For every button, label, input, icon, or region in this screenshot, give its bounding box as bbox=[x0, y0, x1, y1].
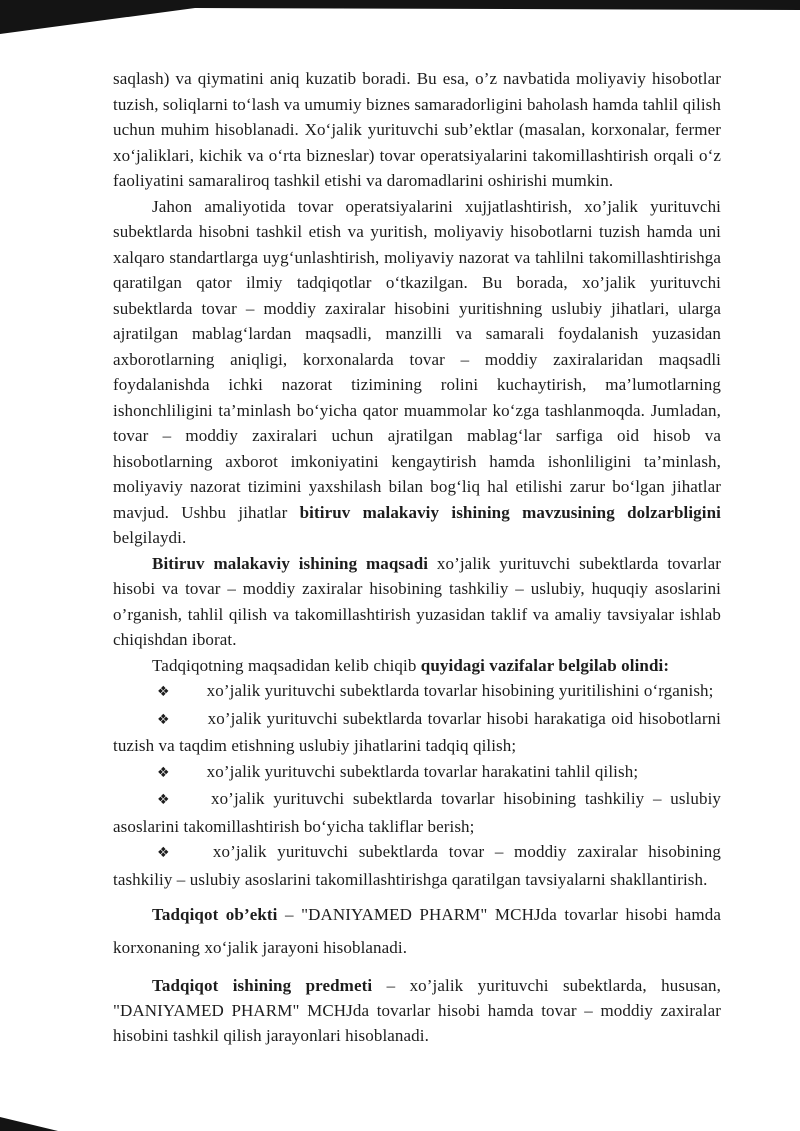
text-run: saqlash) va qiymatini aniq kuzatib boradi. Bu esa, o’z navbatida moliyaviy hisobotlar tuzish, soliqlarni toʻlash va umumiy biznes samaradorligini baholash hamda tahlil qilish uchun muhim hisoblanadi. Xoʻjalik yurituvchi sub’ektlar (masalan, korxonalar, fermer xoʻjaliklari, kichik va oʻrta bizneslar) tovar operatsiyalarini takomillashtirish orqali oʻz faoliyatini samaraliroq tashkil etishi va daromadlarini oshirishi mumkin. bbox=[113, 69, 721, 190]
list-item bbox=[113, 706, 721, 759]
paragraph bbox=[113, 194, 721, 551]
text-run: Tadqiqotning maqsadidan kelib chiqib bbox=[152, 655, 421, 675]
list-item bbox=[113, 839, 721, 892]
paragraph bbox=[113, 898, 721, 964]
text-run: belgilaydi. bbox=[113, 528, 187, 547]
bold-text-run: quyidagi vazifalar belgilab olindi: bbox=[420, 655, 670, 675]
bullet-diamond-icon: ❖ bbox=[157, 711, 171, 728]
bold-text-run: Bitiruv malakaviy ishining maqsadi bbox=[152, 553, 429, 573]
text-run: xo’jalik yurituvchi subektlarda tovarlar hisobi harakatiga oid hisobotlarni tuzish va taqdim etishning uslubiy jihatlarini tadqiq qilish; bbox=[113, 708, 721, 755]
text-run: – "DANIYAMED PHARM" MCHJda tovarlar hisobi hamda korxonaning xoʻjalik jarayoni hisoblanadi. bbox=[113, 905, 721, 957]
paragraph bbox=[113, 551, 721, 653]
bullet-diamond-icon: ❖ bbox=[157, 684, 170, 700]
paragraph bbox=[113, 973, 721, 1048]
text-run: – xo’jalik yurituvchi subektlarda, hususan, "DANIYAMED PHARM" MCHJda tovarlar hisobi hamda tovar – moddiy zaxiralar hisobini tashkil qilish jarayonlari hisoblanadi. bbox=[113, 976, 721, 1045]
bold-text-run: Tadqiqot ishining predmeti bbox=[152, 976, 373, 995]
paragraph bbox=[113, 66, 721, 194]
bullet-diamond-icon: ❖ bbox=[157, 845, 176, 861]
text-block bbox=[113, 66, 721, 1048]
text-run: xo’jalik yurituvchi subektlarda tovarlar hisobining yuritilishini oʻrganish; bbox=[206, 681, 714, 700]
text-run: xo’jalik yurituvchi subektlarda tovarlar hisobi va tovar – moddiy zaxiralar hisobining tashkiliy – uslubiy, huquqiy asoslarini o’rganish, tahlil qilish va takomillashtirish yuzasidan taklif va amaliy tavsiyalar ishlab chiqishdan iborat. bbox=[113, 553, 721, 649]
bold-text-run: bitiruv malakaviy ishining mavzusining dolzarbligini bbox=[299, 502, 721, 522]
text-run: xo’jalik yurituvchi subektlarda tovar – moddiy zaxiralar hisobining tashkiliy – uslubiy asoslarini takomillashtirishga qaratilgan tavsiyalarni shakllantirish. bbox=[113, 842, 721, 889]
text-run: xo’jalik yurituvchi subektlarda tovarlar hisobining tashkiliy – uslubiy asoslarini takomillashtirish boʻyicha takliflar berish; bbox=[113, 789, 721, 836]
list-item bbox=[113, 759, 721, 787]
scan-artifact-bottom-left-wedge bbox=[0, 1117, 58, 1131]
list-item bbox=[113, 786, 721, 839]
bold-text-run: Tadqiqot ob’ekti bbox=[152, 905, 278, 924]
text-run: Jahon amaliyotida tovar operatsiyalarini xujjatlashtirish, xo’jalik yurituvchi subektlarda hisobni tashkil etish va yuritish, moliyaviy hisobotlarni tuzish hamda uni xalqaro standartlarga uygʻunlashtirish, moliyaviy nazorat va tahlilni takomillashtirishga qaratilgan qator ilmiy tadqiqotlar oʻtkazilgan. Bu borada, xo’jalik yurituvchi subektlarda tovar – moddiy zaxiralar hisobini yuritishning uslubiy jihatlari, ularga ajratilgan mablagʻlardan maqsadli, manzilli va samarali foydalanish yuzasidan axborotlarning aniqligi, korxonalarda tovar – moddiy zaxiralaridan maqsadli foydalanishda ichki nazorat tizimining rolini kuchaytirish, ma’lumotlarning ishonchliligini ta’minlash boʻyicha qator muammolar koʻzga tashlanmoqda. Jumladan, tovar – moddiy zaxiralari uchun ajratilgan mablagʻlar sarfiga oid hisob va hisobotlarning axborot imkoniyatini kengaytirish hamda ishonliligini ta’minlash, moliyaviy nazorat tizimini yaxshilash bilan bogʻliq hal etilishi zarur boʻlgan jihatlar mavjud. Ushbu jihatlar bbox=[113, 196, 721, 522]
bullet-diamond-icon: ❖ bbox=[157, 764, 170, 781]
paragraph bbox=[113, 653, 721, 679]
text-run: xo’jalik yurituvchi subektlarda tovarlar harakatini tahlil qilish; bbox=[206, 761, 639, 781]
list-item bbox=[113, 678, 721, 706]
scan-artifact-top-band bbox=[0, 0, 800, 34]
bullet-diamond-icon: ❖ bbox=[157, 792, 174, 808]
